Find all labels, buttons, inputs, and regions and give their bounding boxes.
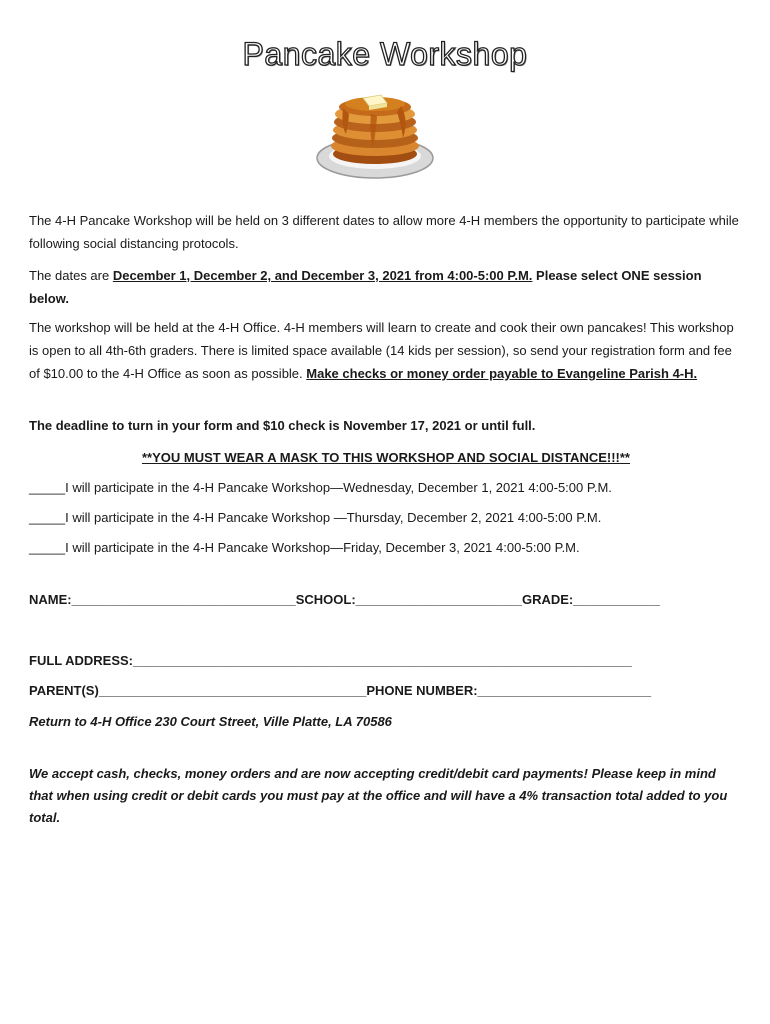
details-text: The workshop will be held at the 4-H Office. 4-H members will learn to create and cook their own pancakes! This workshop is open to all 4th-6th graders. There is limited space available (14 kids per session), so send your registration form and fee of $10.00 to the 4-H Office as soon as possible. xyxy=(29,320,734,381)
session-option-1[interactable]: _____I will participate in the 4-H Pancake Workshop—Wednesday, December 1, 2021 4:00-5:00 P.M. xyxy=(29,480,612,495)
mask-notice: **YOU MUST WEAR A MASK TO THIS WORKSHOP AND SOCIAL DISTANCE!!!** xyxy=(142,450,630,465)
payment-note: We accept cash, checks, money orders and are now accepting credit/debit card payments! Please keep in mind that when using credit or debit cards you must pay at the office and will have a 4% transaction total added to you total. xyxy=(29,766,728,825)
session-option-2[interactable]: _____I will participate in the 4-H Pancake Workshop —Thursday, December 2, 2021 4:00-5:00 P.M. xyxy=(29,510,602,525)
deadline-text: The deadline to turn in your form and $10 check is November 17, 2021 or until full. xyxy=(29,418,536,433)
intro-paragraph: The 4-H Pancake Workshop will be held on 3 different dates to allow more 4-H members the opportunity to participate while following social distancing protocols. xyxy=(29,213,739,251)
page-title: Pancake Workshop xyxy=(242,36,528,72)
dates-highlight: December 1, December 2, and December 3, 2021 from 4:00-5:00 P.M. xyxy=(112,268,533,283)
return-address: Return to 4-H Office 230 Court Street, Ville Platte, LA 70586 xyxy=(29,714,392,729)
dates-prefix: The dates are xyxy=(29,268,113,283)
details-paragraph xyxy=(29,316,743,385)
pancake-stack-icon xyxy=(313,86,438,190)
full-address-field[interactable]: FULL ADDRESS:_____________________________________________________________________ xyxy=(29,653,632,668)
dates-paragraph xyxy=(29,264,743,310)
dates-suffix: Please select ONE session below. xyxy=(29,268,702,306)
name-school-grade-field[interactable]: NAME:_______________________________SCHOOL:_______________________GRADE:____________ xyxy=(29,592,661,607)
payable-note: Make checks or money order payable to Evangeline Parish 4-H. xyxy=(306,366,698,381)
session-option-3[interactable]: _____I will participate in the 4-H Pancake Workshop—Friday, December 3, 2021 4:00-5:00 P.M. xyxy=(29,540,580,555)
parent-phone-field[interactable]: PARENT(S)_____________________________________PHONE NUMBER:________________________ xyxy=(29,683,652,698)
